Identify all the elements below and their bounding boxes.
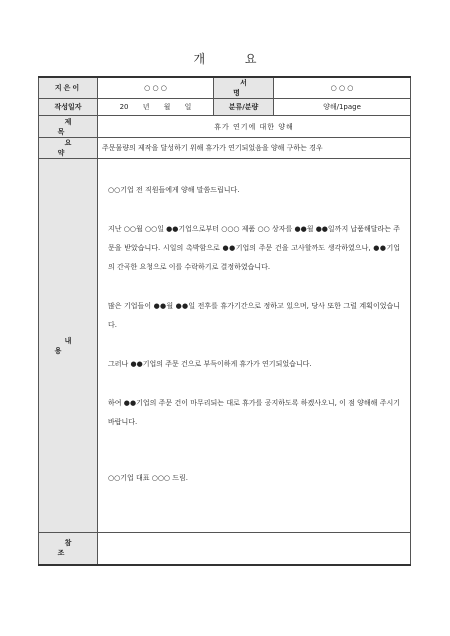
signature-value: ○ ○ ○ bbox=[274, 77, 411, 99]
body-signoff: ○○기업 대표 ○○○ 드림. bbox=[108, 474, 189, 482]
body-paragraph-4: 그러나 ●●기업의 주문 건으로 부득이하게 휴가가 연기되었습니다. bbox=[108, 360, 312, 368]
author-label: 지은이 bbox=[39, 77, 98, 99]
body-paragraph-5: 하여 ●●기업의 주문 건이 마무리되는 대로 휴가를 공지하도록 하겠사오니, 이 점 양해해 주시기 바랍니다. bbox=[108, 399, 400, 426]
content-label: 내 용 bbox=[39, 159, 98, 533]
body-paragraph-1: ○○기업 전 직원들에게 양해 말씀드립니다. bbox=[108, 186, 240, 194]
date-value: 20 년 월 일 bbox=[98, 99, 214, 116]
body-paragraph-3: 많은 기업들이 ●●월 ●●일 전후를 휴가기간으로 정하고 있으며, 당사 또한 그럴 계획이었습니다. bbox=[108, 302, 400, 329]
author-value: ○ ○ ○ bbox=[98, 77, 214, 99]
signature-label: 서 명 bbox=[214, 77, 274, 99]
summary-label: 요 약 bbox=[39, 138, 98, 159]
category-label: 분류/분량 bbox=[214, 99, 274, 116]
overview-form bbox=[38, 76, 411, 566]
document-title: 개 요 bbox=[193, 52, 275, 66]
body-paragraph-2: 지난 ○○월 ○○일 ●●기업으로부터 ○○○ 제품 ○○ 상자를 ●●월 ●●일까지 납품해달라는 주문을 받았습니다. 시일의 촉박함으로 ●●기업의 주문 건을 고사할까도 생각하였으나, ●●기업의 간곡한 요청으로 이를 수락하기로 결정하였습니다. bbox=[108, 225, 400, 271]
content-body bbox=[98, 159, 411, 533]
subject-value: 휴가 연기에 대한 양해 bbox=[98, 116, 411, 138]
reference-label: 참 조 bbox=[39, 533, 98, 565]
reference-value bbox=[98, 533, 411, 565]
date-label: 작성일자 bbox=[39, 99, 98, 116]
summary-value: 주문물량의 제작을 달성하기 위해 휴가가 연기되었음을 양해 구하는 경우 bbox=[98, 138, 411, 159]
category-value: 양해/1page bbox=[274, 99, 411, 116]
subject-label: 제 목 bbox=[39, 116, 98, 138]
